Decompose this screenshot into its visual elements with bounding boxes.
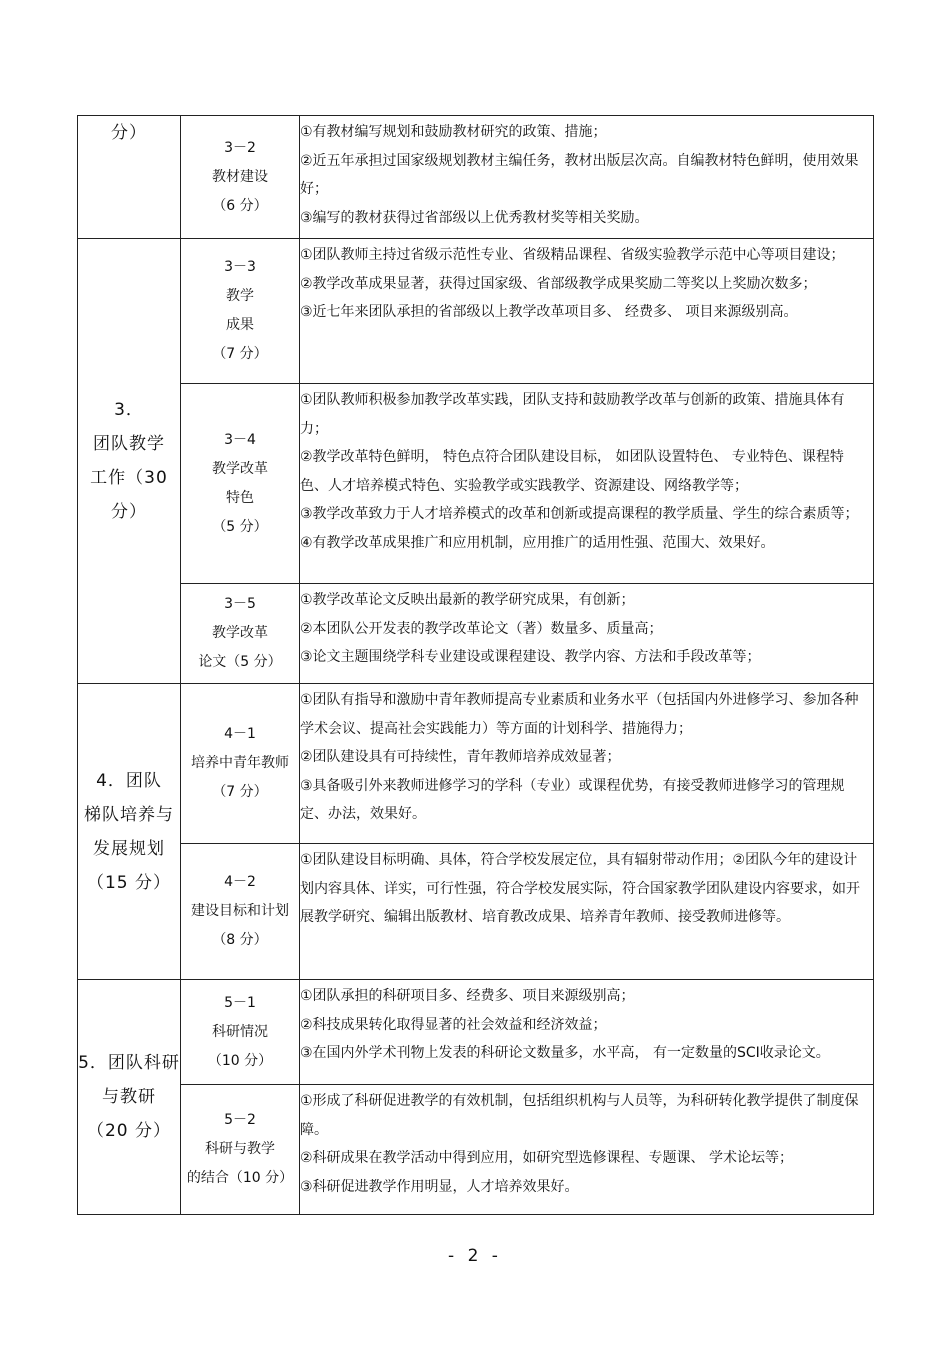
criteria-cell: ①团队有指导和激励中青年教师提高专业素质和业务水平（包括国内外进修学习、参加各种学术会议、提高社会实践能力）等方面的计划科学、措施得力； ②团队建设具有可持续性，青年教师培养成效显著； ③具备吸引外来教师进修学习的学科（专业）或课程优势，有接受教师进修学习的管理规定、办法，效果好。 [300,684,874,844]
criteria-cell: ①有教材编写规划和鼓励教材研究的政策、措施； ②近五年承担过国家级规划教材主编任务，教材出版层次高。自编教材特色鲜明，使用效果好； ③编写的教材获得过省部级以上优秀教材奖等相关奖励。 [300,116,874,239]
table-row [78,384,874,584]
category-cell: 5．团队科研 与教研 （20 分） [78,980,181,1215]
evaluation-table [77,115,874,1215]
table-row [78,239,874,384]
criteria-cell: ①形成了科研促进教学的有效机制，包括组织机构与人员等，为科研转化教学提供了制度保障。 ②科研成果在教学活动中得到应用，如研究型选修课程、专题课、 学术论坛等； ③科研促进教学作用明显，人才培养效果好。 [300,1085,874,1215]
subitem-cell: 3－3 教学 成果 （7 分） [181,239,300,384]
criteria-cell: ①团队教师主持过省级示范性专业、省级精品课程、省级实验教学示范中心等项目建设； ②教学改革成果显著，获得过国家级、省部级教学成果奖励二等奖以上奖励次数多； ③近七年来团队承担的省部级以上教学改革项目多、 经费多、 项目来源级别高。 [300,239,874,384]
subitem-cell: 5－2 科研与教学 的结合（10 分） [181,1085,300,1215]
category-cell: 4．团队 梯队培养与 发展规划 （15 分） [78,684,181,980]
subitem-cell: 4－2 建设目标和计划 （8 分） [181,844,300,980]
table-row [78,1085,874,1215]
subitem-cell: 3－5 教学改革 论文（5 分） [181,584,300,684]
criteria-cell: ①团队承担的科研项目多、经费多、项目来源级别高； ②科技成果转化取得显著的社会效益和经济效益； ③在国内外学术刊物上发表的科研论文数量多，水平高， 有一定数量的SCI收录论文。 [300,980,874,1085]
subitem-cell: 5－1 科研情况 （10 分） [181,980,300,1085]
table-row [78,584,874,684]
category-cell: 分） [78,116,181,239]
subitem-cell: 3－2 教材建设 （6 分） [181,116,300,239]
criteria-cell: ①团队教师积极参加教学改革实践，团队支持和鼓励教学改革与创新的政策、措施具体有力； ②教学改革特色鲜明， 特色点符合团队建设目标， 如团队设置特色、 专业特色、课程特色、人才培养模式特色、实验教学或实践教学、资源建设、网络教学等； ③教学改革致力于人才培养模式的改革和创新或提高课程的教学质量、学生的综合素质等； ④有教学改革成果推广和应用机制，应用推广的适用性强、范围大、效果好。 [300,384,874,584]
criteria-cell: ①教学改革论文反映出最新的教学研究成果，有创新； ②本团队公开发表的教学改革论文（著）数量多、质量高； ③论文主题围绕学科专业建设或课程建设、教学内容、方法和手段改革等； [300,584,874,684]
table-row [78,116,874,239]
table-row [78,844,874,980]
page-number: - 2 - [448,1246,502,1266]
subitem-cell: 3－4 教学改革 特色 （5 分） [181,384,300,584]
table-row [78,684,874,844]
table-row [78,980,874,1085]
category-cell: 3． 团队教学 工作（30 分） [78,239,181,684]
subitem-cell: 4－1 培养中青年教师 （7 分） [181,684,300,844]
criteria-cell: ①团队建设目标明确、具体，符合学校发展定位，具有辐射带动作用；②团队今年的建设计划内容具体、详实，可行性强，符合学校发展实际，符合国家教学团队建设内容要求，如开展教学研究、编辑出版教材、培育教改成果、培养青年教师、接受教师进修等。 [300,844,874,980]
